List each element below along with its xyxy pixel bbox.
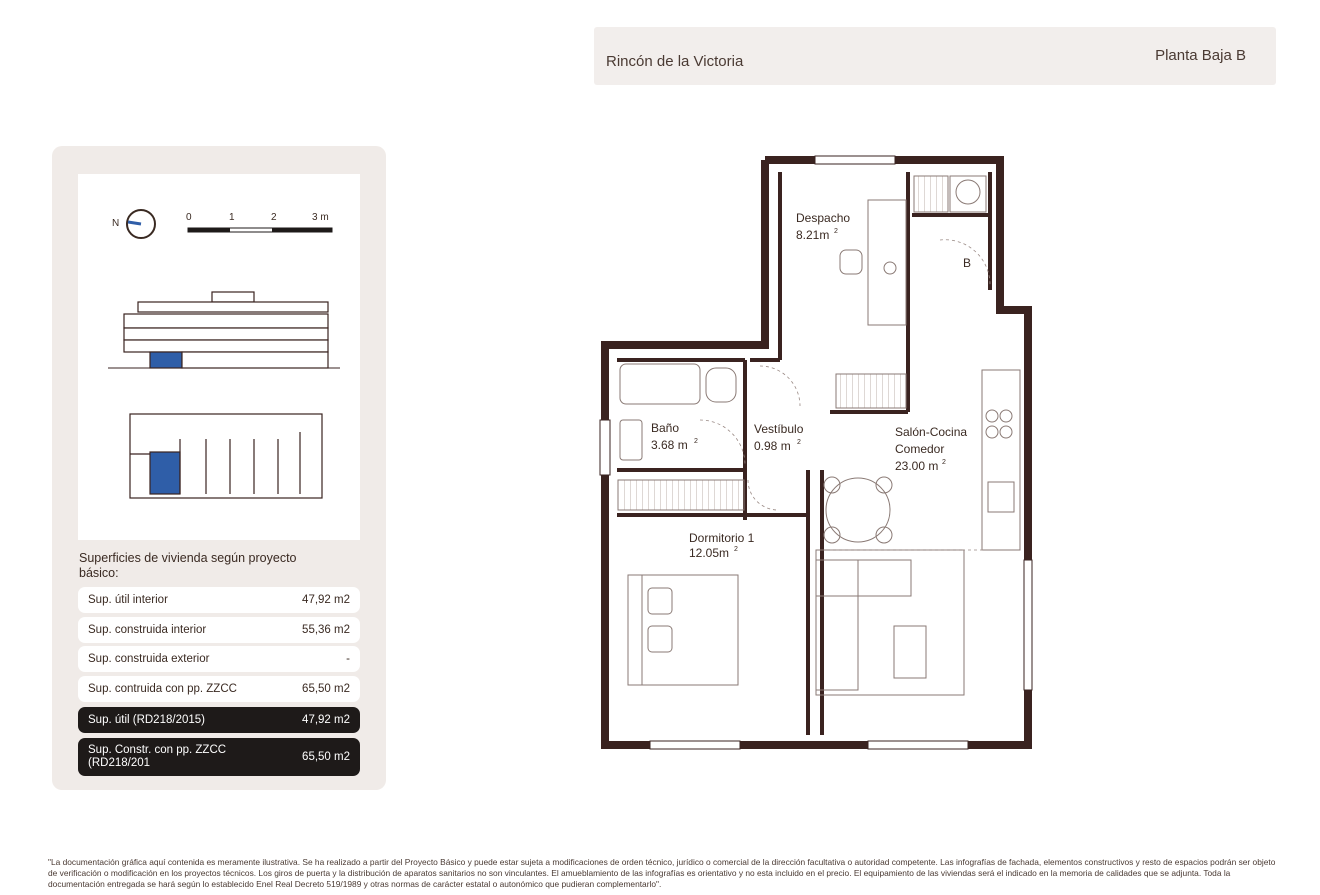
boiler-unit <box>950 176 986 212</box>
dining-table <box>824 477 892 543</box>
area-row-value: 47,92 m2 <box>302 714 350 726</box>
area-row <box>78 676 360 702</box>
area-row <box>78 617 360 643</box>
room-area: 12.05m <box>689 546 730 560</box>
room-area: 8.21m <box>796 228 830 242</box>
room-name: Dormitorio 1 <box>689 531 755 545</box>
room-area-sup: 2 <box>734 546 738 553</box>
room-area: 3.68 m <box>651 438 688 452</box>
area-row <box>78 587 360 613</box>
room-area-sup: 2 <box>694 438 698 445</box>
area-row-highlight <box>78 738 360 776</box>
area-row-label: Sup. útil interior <box>88 593 168 606</box>
header-bar <box>594 27 1276 85</box>
room-area: 23.00 m <box>895 459 939 473</box>
area-row-value: - <box>346 653 350 665</box>
room-name-2: Comedor <box>895 442 945 456</box>
unit-marker: B <box>963 256 972 270</box>
area-row-label: Sup. construida interior <box>88 623 207 636</box>
areas-title: Superficies de vivienda según proyecto básico: <box>79 551 297 580</box>
area-row-value: 47,92 m2 <box>302 594 350 606</box>
key-plan-card <box>78 174 360 540</box>
room-area: 0.98 m <box>754 439 791 453</box>
storage-closet <box>914 176 948 212</box>
area-row-value: 55,36 m2 <box>302 624 350 636</box>
area-row-value: 65,50 m2 <box>302 683 350 695</box>
area-row-label: Sup. contruida con pp. ZZCC <box>88 682 237 695</box>
room-area-sup: 2 <box>942 459 946 466</box>
room-name: Despacho <box>796 211 851 225</box>
scale-label-3: 3 m <box>312 212 329 223</box>
room-name: Salón-Cocina <box>895 425 968 439</box>
scale-bar <box>186 212 332 232</box>
info-panel <box>52 146 386 790</box>
building-floorplan-key <box>130 414 322 498</box>
compass-icon <box>112 210 155 238</box>
wardrobe-dormitorio <box>618 480 744 510</box>
area-row-label: Sup. útil (RD218/2015) <box>88 713 205 726</box>
location-name: Rincón de la Victoria <box>606 53 744 70</box>
disclaimer-text: "La documentación gráfica aquí contenida es meramente ilustrativa. Se ha realizado a partir del Proyecto Básico y puede estar sujeta a modificaciones de orden técnico, jurídico o comercial de la dirección facultativa o autoridad competente. Las infografías de fachada, elementos constructivos y resto de espacios podrán ser objeto de verificación o modificación en los proyectos técnicos. Los giros de puerta y la distribución de aparatos sanitarios no son vinculantes. El amueblamiento de las infografías es orientativo y no esta incluido en el precio. El equipamiento de las viviendas será el indicado en la memoria de calidades que se adjunta. Toda la documentación entregada se hará según lo establecido Enel Real Decreto 519/1989 y otras normas de carácter estatal o autonómico que pudieran complementarlo". <box>48 857 1276 889</box>
scale-label-2: 2 <box>271 212 277 223</box>
scale-label-1: 1 <box>229 212 235 223</box>
room-area-sup: 2 <box>834 228 838 235</box>
area-row-label: Sup. construida exterior <box>88 652 210 665</box>
wardrobe-despacho <box>836 374 906 408</box>
floor-plan <box>595 150 1045 750</box>
area-row-value: 65,50 m2 <box>302 751 350 763</box>
building-elevation <box>108 292 340 368</box>
north-label: N <box>112 218 120 229</box>
scale-label-0: 0 <box>186 212 192 223</box>
room-area-sup: 2 <box>797 439 801 446</box>
key-plan-graphics <box>78 174 360 540</box>
area-row-label: Sup. Constr. con pp. ZZCC (RD218/201 <box>88 744 227 769</box>
area-row <box>78 646 360 672</box>
kitchen-fixtures <box>982 370 1020 550</box>
area-row-highlight <box>78 707 360 733</box>
unit-name: Planta Baja B <box>1155 47 1246 64</box>
living-furniture <box>816 550 964 695</box>
room-name: Baño <box>651 421 680 435</box>
bed <box>628 575 738 685</box>
room-name: Vestíbulo <box>754 422 804 436</box>
